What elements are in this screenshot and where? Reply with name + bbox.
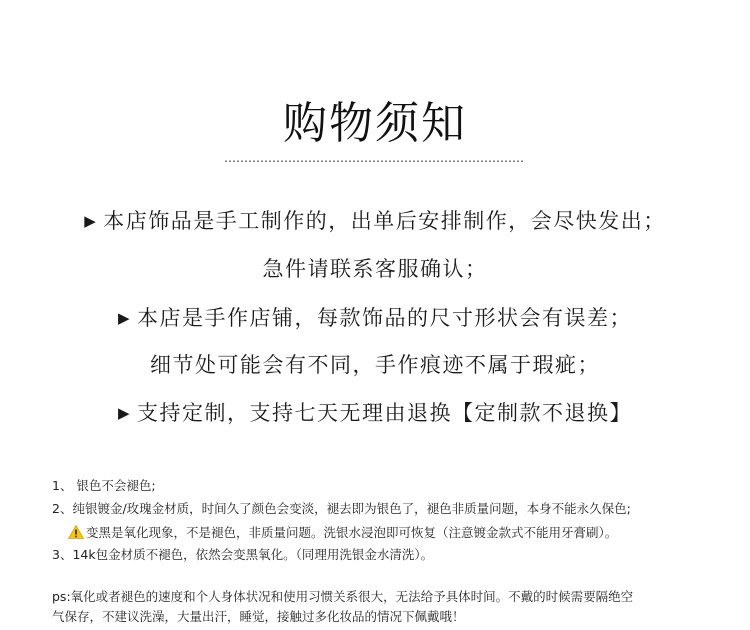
notice-text: 本店饰品是手工制作的，出单后安排制作，会尽快发出； bbox=[103, 209, 666, 233]
triangle-bullet-icon: ▶ bbox=[117, 309, 132, 327]
notice-line-5 bbox=[0, 398, 750, 428]
notice-text: 细节处可能会有不同，手作痕迹不属于瑕疵； bbox=[150, 353, 600, 377]
triangle-bullet-icon: ▶ bbox=[84, 212, 98, 230]
warning-icon bbox=[68, 525, 84, 539]
detail-item-1: 1、 银色不会褪色; bbox=[52, 478, 156, 493]
notice-text: 支持定制，支持七天无理由退换【定制款不退换】 bbox=[137, 401, 633, 425]
notice-line-3 bbox=[0, 303, 750, 333]
notice-line-4 bbox=[0, 350, 750, 380]
ps-line-2: 气保存，不建议洗澡，大量出汗，睡觉，接触过多化妆品的情况下佩戴哦！ bbox=[52, 609, 465, 624]
triangle-bullet-icon: ▶ bbox=[117, 404, 132, 422]
detail-item-3: 3、14k包金材质不褪色，依然会变黑氧化。（同理用洗银金水清洗）。 bbox=[52, 547, 434, 562]
notice-text: 急件请联系客服确认； bbox=[262, 257, 488, 281]
dotted-divider: ………………………………………………………………… bbox=[224, 151, 524, 165]
notice-line-1 bbox=[0, 206, 750, 236]
notice-line-2 bbox=[0, 254, 750, 284]
ps-line-1: ps:氧化或者褪色的速度和个人身体状况和使用习惯关系很大，无法给予具体时间。不戴的时候需要隔绝空 bbox=[52, 589, 634, 604]
warning-text: 变黑是氧化现象，不是褪色，非质量问题。洗银水浸泡即可恢复（注意镀金款式不能用牙膏刷）。 bbox=[86, 525, 618, 540]
page-title: 购物须知 bbox=[283, 98, 467, 149]
notice-text: 本店是手作店铺，每款饰品的尺寸形状会有误差； bbox=[137, 306, 633, 330]
detail-item-2: 2、纯银镀金/玫瑰金材质，时间久了颜色会变淡，褪去即为银色了，褪色非质量问题，本身不能永久保色; bbox=[52, 501, 631, 516]
detail-warning bbox=[68, 524, 617, 542]
